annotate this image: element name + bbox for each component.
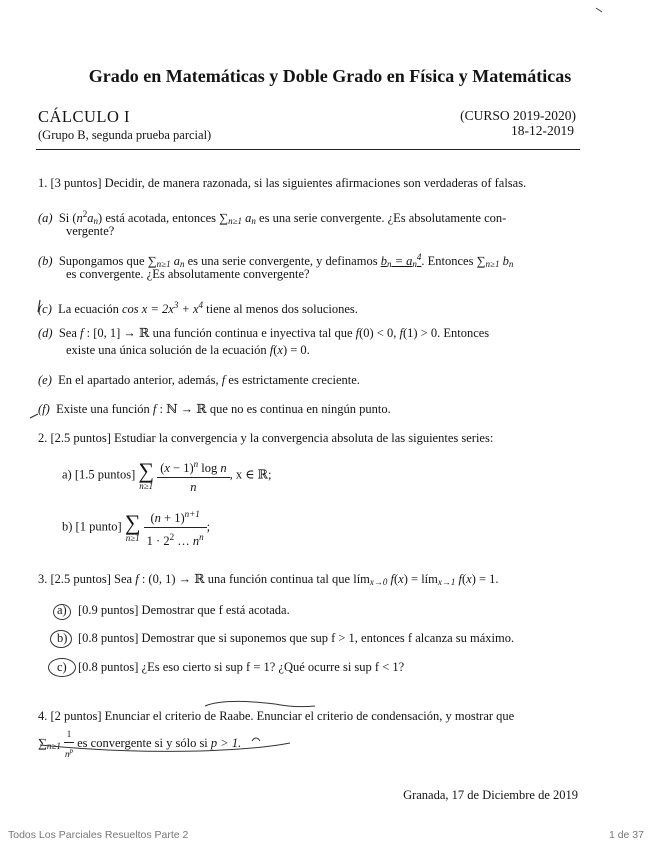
pen-circle-raabe xyxy=(205,701,315,706)
pen-underline-q4 xyxy=(40,743,290,751)
q3-b-text: [0.8 puntos] Demostrar que si suponemos que sup f > 1, entonces f alcanza su máximo. xyxy=(78,631,515,645)
document-title: Todos Los Parciales Resueltos Parte 2 xyxy=(8,829,189,841)
q3-text-2: una función continua tal que xyxy=(207,572,351,586)
q1-e-label: (e) xyxy=(38,373,52,387)
q2-b-tail: ; xyxy=(206,519,211,534)
q4-line2: $\sum_{n\ge 1}$ $\frac{1}{n^p}$ es convergente si y sólo si p > 1. xyxy=(38,726,241,762)
q3-text-1: 3. [2.5 puntos] Sea xyxy=(38,572,133,586)
course-year: (CURSO 2019-2020) xyxy=(460,108,576,123)
pen-mark-corner xyxy=(596,8,602,12)
group-label: (Grupo B, segunda prueba parcial) xyxy=(38,128,212,142)
q1-b-text-2: es una serie convergente, y definamos xyxy=(187,254,378,268)
viewer-footer xyxy=(0,826,660,844)
q1-c-label: (c) xyxy=(38,302,52,316)
pen-mark-q4 xyxy=(252,738,260,741)
q1-item-b: (b) Supongamos que $\sum_{n\ge 1}$ $a_n$ es una serie convergente, y definamos $b_n = a_n^4$. Entonces $\sum_{n\ge 1}$ $b_n$ xyxy=(38,252,514,269)
q1-e-text-1: En el apartado anterior, además, xyxy=(58,373,219,387)
place-date: Granada, 17 de Diciembre de 2019 xyxy=(403,788,578,802)
exam-date: 18-12-2019 xyxy=(511,123,574,138)
q1-b-line2: es convergente. ¿Es absolutamente convergente? xyxy=(66,267,310,281)
q1-d-label: (d) xyxy=(38,326,53,340)
q3-b-label: b) xyxy=(57,631,68,645)
q2-item-b: b) [1 punto] ∑ n≥1 $\frac{(n + 1)^{n+1}}{1 \cdot 2^2 \dots n^n}$ ; xyxy=(62,506,210,549)
q1-b-label: (b) xyxy=(38,254,53,268)
q1-a-text-3: es una serie convergente. ¿Es absolutamente con- xyxy=(259,211,507,225)
q1-intro: 1. [3 puntos] Decidir, de manera razonada, si las siguientes afirmaciones son verdaderas of falsas. xyxy=(38,176,527,190)
q1-a-line2: vergente? xyxy=(66,224,115,238)
q1-item-c: (c) La ecuación $\cos x = 2x^3 + x^4$ tiene al menos dos soluciones. xyxy=(38,300,358,316)
q1-item-e: (e) En el apartado anterior, además, f es estrictamente creciente. xyxy=(38,373,360,387)
q1-b-text-3: . Entonces xyxy=(421,254,474,268)
q1-d-text-2: una función continua e inyectiva tal que xyxy=(152,326,353,340)
q3-a-text: [0.9 puntos] Demostrar que f está acotada. xyxy=(78,603,290,617)
q2-a-tail: , x ∈ ℝ; xyxy=(229,467,272,482)
q1-f-label: (f) xyxy=(38,402,50,416)
q1-c-text-1: La ecuación xyxy=(58,302,119,316)
q2-b-label: b) [1 punto] xyxy=(62,519,122,534)
q1-item-f: (f) Existe una función f : ℕ → ℝ que no es continua en ningún punto. xyxy=(38,402,391,416)
q1-d-text-4: existe una única solución de la ecuación xyxy=(66,343,267,357)
q1-item-d: (d) Sea f : [0, 1] → ℝ una función continua e inyectiva tal que f(0) < 0, f(1) > 0. Entonces xyxy=(38,326,490,340)
q1-a-text-2: ) está acotada, entonces xyxy=(98,211,217,225)
q4-line1: 4. [2 puntos] Enunciar el criterio de Raabe. Enunciar el criterio de condensación, y mostrar que xyxy=(38,709,515,723)
q1-c-text-2: tiene al menos dos soluciones. xyxy=(206,302,358,316)
q1-a-label: (a) xyxy=(38,211,53,225)
q1-item-a: (a) Si $(n^2a_n)$ está acotada, entonces $\sum_{n\ge 1}$ $a_n$ es una serie convergente. ¿Es absolutamente con- xyxy=(38,209,507,226)
q1-d-text-3: . Entonces xyxy=(437,326,490,340)
q1-e-text-2: es estrictamente creciente. xyxy=(228,373,360,387)
q4-text-end: p > 1. xyxy=(210,735,242,750)
q1-d-line2: existe una única solución de la ecuación f(x) = 0. xyxy=(66,343,310,357)
pen-mark-f xyxy=(30,414,38,418)
page-title: Grado en Matemáticas y Doble Grado en Física y Matemáticas xyxy=(88,66,572,86)
q1-d-text-1: Sea xyxy=(58,326,77,340)
pen-mark-c xyxy=(38,300,40,312)
q3-c-label: c) xyxy=(57,660,67,674)
course-name: CÁLCULO I xyxy=(38,107,131,126)
q3-intro: 3. [2.5 puntos] Sea f : (0, 1) → ℝ una función continua tal que lím$_{x\to 0}$ f(x) = lím$_{x\to 1}$ f(x) = 1. xyxy=(38,572,499,587)
q2-a-label: a) [1.5 puntos] xyxy=(62,467,136,482)
q1-f-text-1: Existe una función xyxy=(56,402,150,416)
q4-text-mid: es convergente si y sólo si xyxy=(77,735,208,750)
page-indicator: 1 de 37 xyxy=(608,829,644,841)
q1-b-text-1: Supongamos que xyxy=(58,254,145,268)
q3-a-label: a) xyxy=(57,603,67,617)
q3-c-text: [0.8 puntos] ¿Es eso cierto si sup f = 1? ¿Qué ocurre si sup f < 1? xyxy=(78,660,405,674)
q1-a-text-1: Si ( xyxy=(58,211,77,225)
q2-item-a: a) [1.5 puntos] ∑ n≥1 $\frac{(x - 1)^n \log n}{n}$ , x ∈ ℝ; xyxy=(62,457,272,494)
q1-f-text-2: que no es continua en ningún punto. xyxy=(209,402,391,416)
q2-intro: 2. [2.5 puntos] Estudiar la convergencia y la convergencia absoluta de las siguientes series: xyxy=(38,431,494,445)
